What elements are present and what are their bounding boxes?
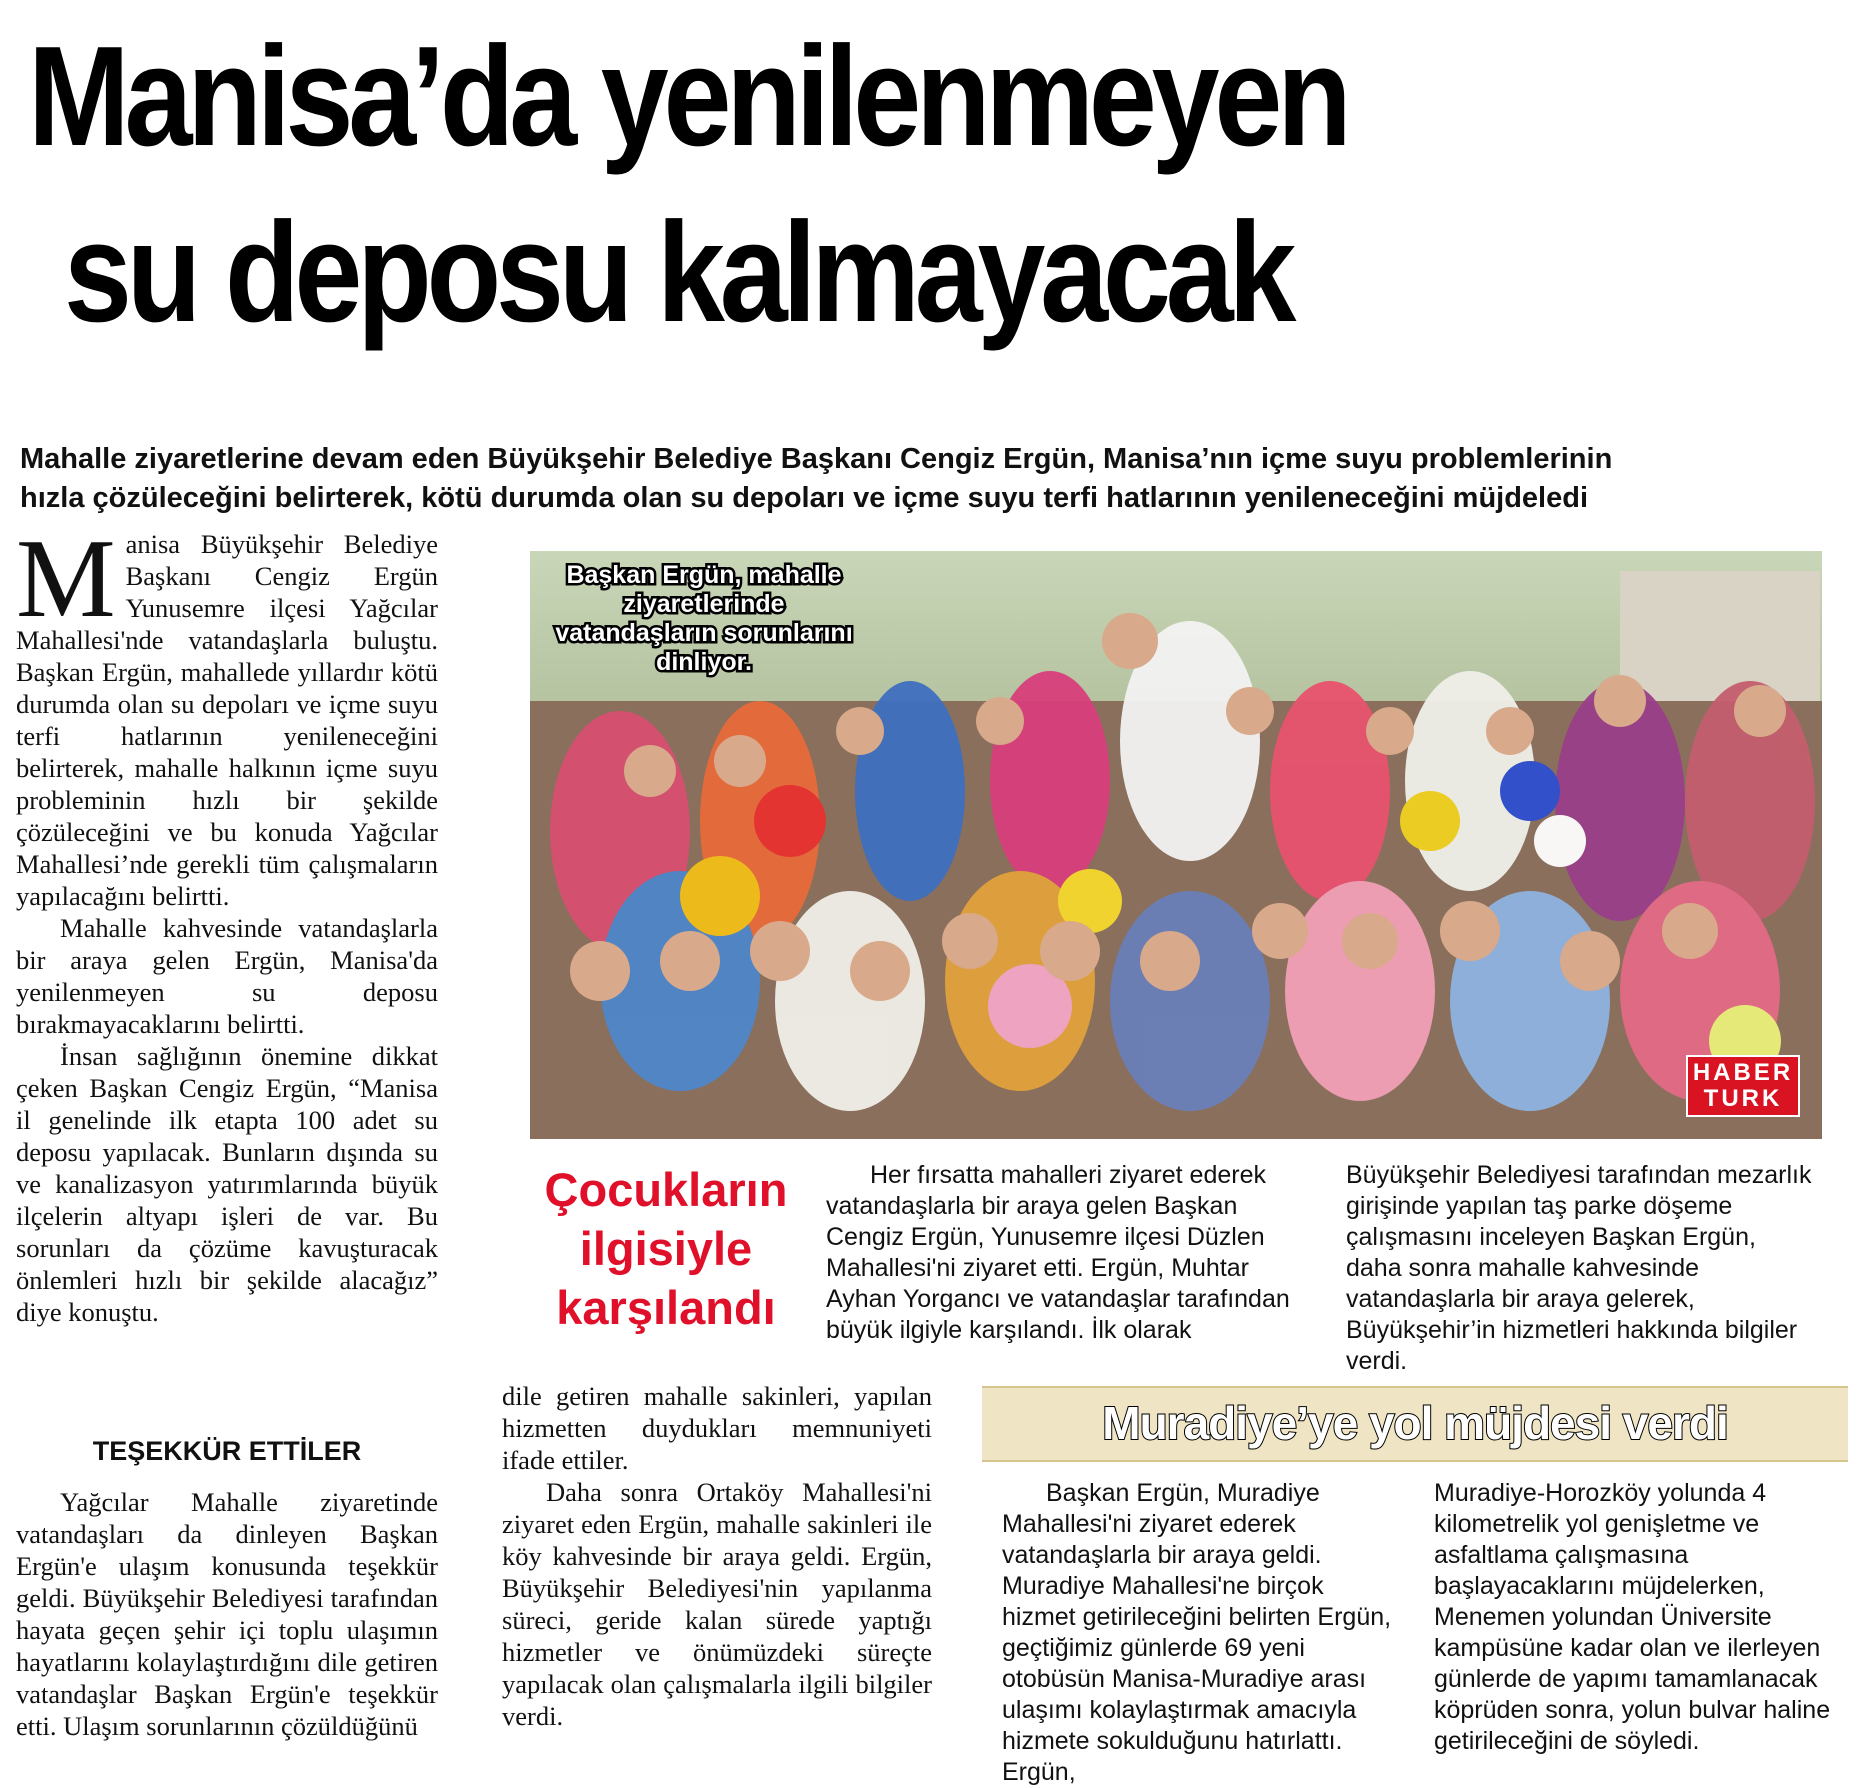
box-column-2	[1434, 1478, 1834, 1757]
left-paragraph-1: anisa Büyükşehir Belediye Başkanı Cengiz Ergün Yunusemre ilçesi Yağcılar Mahallesi'nde vatandaşlarla buluştu. Başkan Ergün, mahallede yıllardır kötü durumda olan su depoları ve içme suyu terfi hatlarının yenileneceğini belirterek, mahalle halkının içme suyu probleminin hızlı bir şekilde çözüleceğini ve bu konuda Yağcılar Mahallesi’nde gerekli tüm çalışmaların yapılacağını belirtti.	[16, 529, 438, 911]
sidebar-column-2	[1346, 1160, 1816, 1377]
logo-line-2: TURK	[1703, 1085, 1783, 1112]
deck-line-1: Mahalle ziyaretlerine devam eden Büyükşehir Belediye Başkanı Cengiz Ergün, Manisa’nın içme suyu problemlerinin	[20, 443, 1613, 475]
middle-paragraph-1: dile getiren mahalle sakinleri, yapılan hizmetten duydukları memnuniyeti ifade ettiler.	[502, 1381, 932, 1475]
middle-paragraph-2: Daha sonra Ortaköy Mahallesi'ni ziyaret eden Ergün, mahalle sakinleri ile köy kahvesinde bir araya geldi. Ergün, Büyükşehir Belediyesi'nin yapılanma süreci, geride kalan sürede yaptığı hizmetler ve önümüzdeki süreçte yapılacak olan çalışmalarla ilgili bilgiler verdi.	[502, 1477, 932, 1731]
box-banner-title: Muradiye’ye yol müjdesi verdi	[1102, 1397, 1728, 1449]
middle-column	[502, 1380, 932, 1732]
box-paragraph-1: Başkan Ergün, Muradiye Mahallesi'ni ziyaret ederek vatandaşlarla bir araya geldi. Muradiye Mahallesi'ne birçok hizmet getirileceğini belirten Ergün, geçtiğimiz günlerde 69 yeni otobüsün Manisa-Muradiye arası ulaşımı kolaylaştırmak amacıyla hizmete sokulduğunu hatırlattı. Ergün,	[1002, 1479, 1392, 1786]
headline-line-2: su deposu kalmayacak	[64, 193, 1292, 352]
headline-line-1: Manisa’da yenilenmeyen	[28, 17, 1347, 176]
subhead-tesekkur: TEŞEKKÜR ETTİLER	[92, 1436, 362, 1466]
sidebar-title: Çocukların ilgisiyle karşılandı	[544, 1163, 788, 1334]
sidebar-column-1	[826, 1160, 1306, 1346]
deck-line-2: hızla çözüleceğini belirterek, kötü durumda olan su depoları ve içme suyu terfi hatlarının yenileneceğini müjdeledi	[20, 482, 1589, 514]
left-paragraph-4: Yağcılar Mahalle ziyaretinde vatandaşları da dinleyen Başkan Ergün'e ulaşım konusunda teşekkür geldi. Büyükşehir Belediyesi tarafından hayata geçen şehir içi toplu ulaşımın hayatlarını kolaylaştırdığını dile getiren vatandaşlar Başkan Ergün'e teşekkür etti. Ulaşım sorunlarının çözüldüğünü	[16, 1487, 438, 1741]
left-column-bottom	[16, 1486, 438, 1742]
left-paragraph-2: Mahalle kahvesinde vatandaşlarla bir araya gelen Ergün, Manisa'da yenilenmeyen su deposu bırakmayacaklarını belirtti.	[16, 913, 438, 1039]
drop-cap: M	[16, 517, 116, 641]
box-paragraph-2: Muradiye-Horozköy yolunda 4 kilometrelik yol genişletme ve asfaltlama çalışmasına başlayacaklarını müjdelerken, Menemen yolundan Üniversite kampüsüne kadar olan ve ilerleyen günlerde de yapımı tamamlanacak köprüden sonra, yolun bulvar haline getirileceğini de söyledi.	[1434, 1479, 1831, 1755]
box-banner	[982, 1386, 1848, 1462]
left-column	[16, 517, 438, 1428]
sidebar-paragraph-2: Büyükşehir Belediyesi tarafından mezarlık girişinde yapılan taş parke döşeme çalışmasını inceleyen Başkan Ergün, daha sonra mahalle kahvesinde vatandaşlarla bir araya gelerek, Büyükşehir’in hizmetleri hakkında bilgiler verdi.	[1346, 1161, 1812, 1375]
haberturk-logo	[1686, 1055, 1800, 1117]
news-photo	[530, 551, 1822, 1139]
left-paragraph-3: İnsan sağlığının önemine dikkat çeken Başkan Cengiz Ergün, “Manisa il genelinde ilk etapta 100 adet su deposu yapılacak. Bunların dışında su ve kanalizasyon yatırımlarında büyük ilçelerin altyapı işleri de var. Bu sorunları da çözüme kavuşturacak önlemleri hızlı bir şekilde alacağız” diye konuştu.	[16, 1041, 438, 1327]
sidebar-paragraph-1: Her fırsatta mahalleri ziyaret ederek vatandaşlarla bir araya gelen Başkan Cengiz Ergün, Yunusemre ilçesi Düzlen Mahallesi'ni ziyaret etti. Ergün, Muhtar Ayhan Yorgancı ve vatandaşlar tarafından büyük ilgiyle karşılandı. İlk olarak	[826, 1161, 1290, 1344]
photo-caption: Başkan Ergün, mahalle ziyaretlerinde vatandaşların sorunlarını dinliyor.	[555, 561, 853, 676]
logo-line-1: HABER	[1692, 1059, 1794, 1086]
box-column-1	[1002, 1478, 1400, 1788]
